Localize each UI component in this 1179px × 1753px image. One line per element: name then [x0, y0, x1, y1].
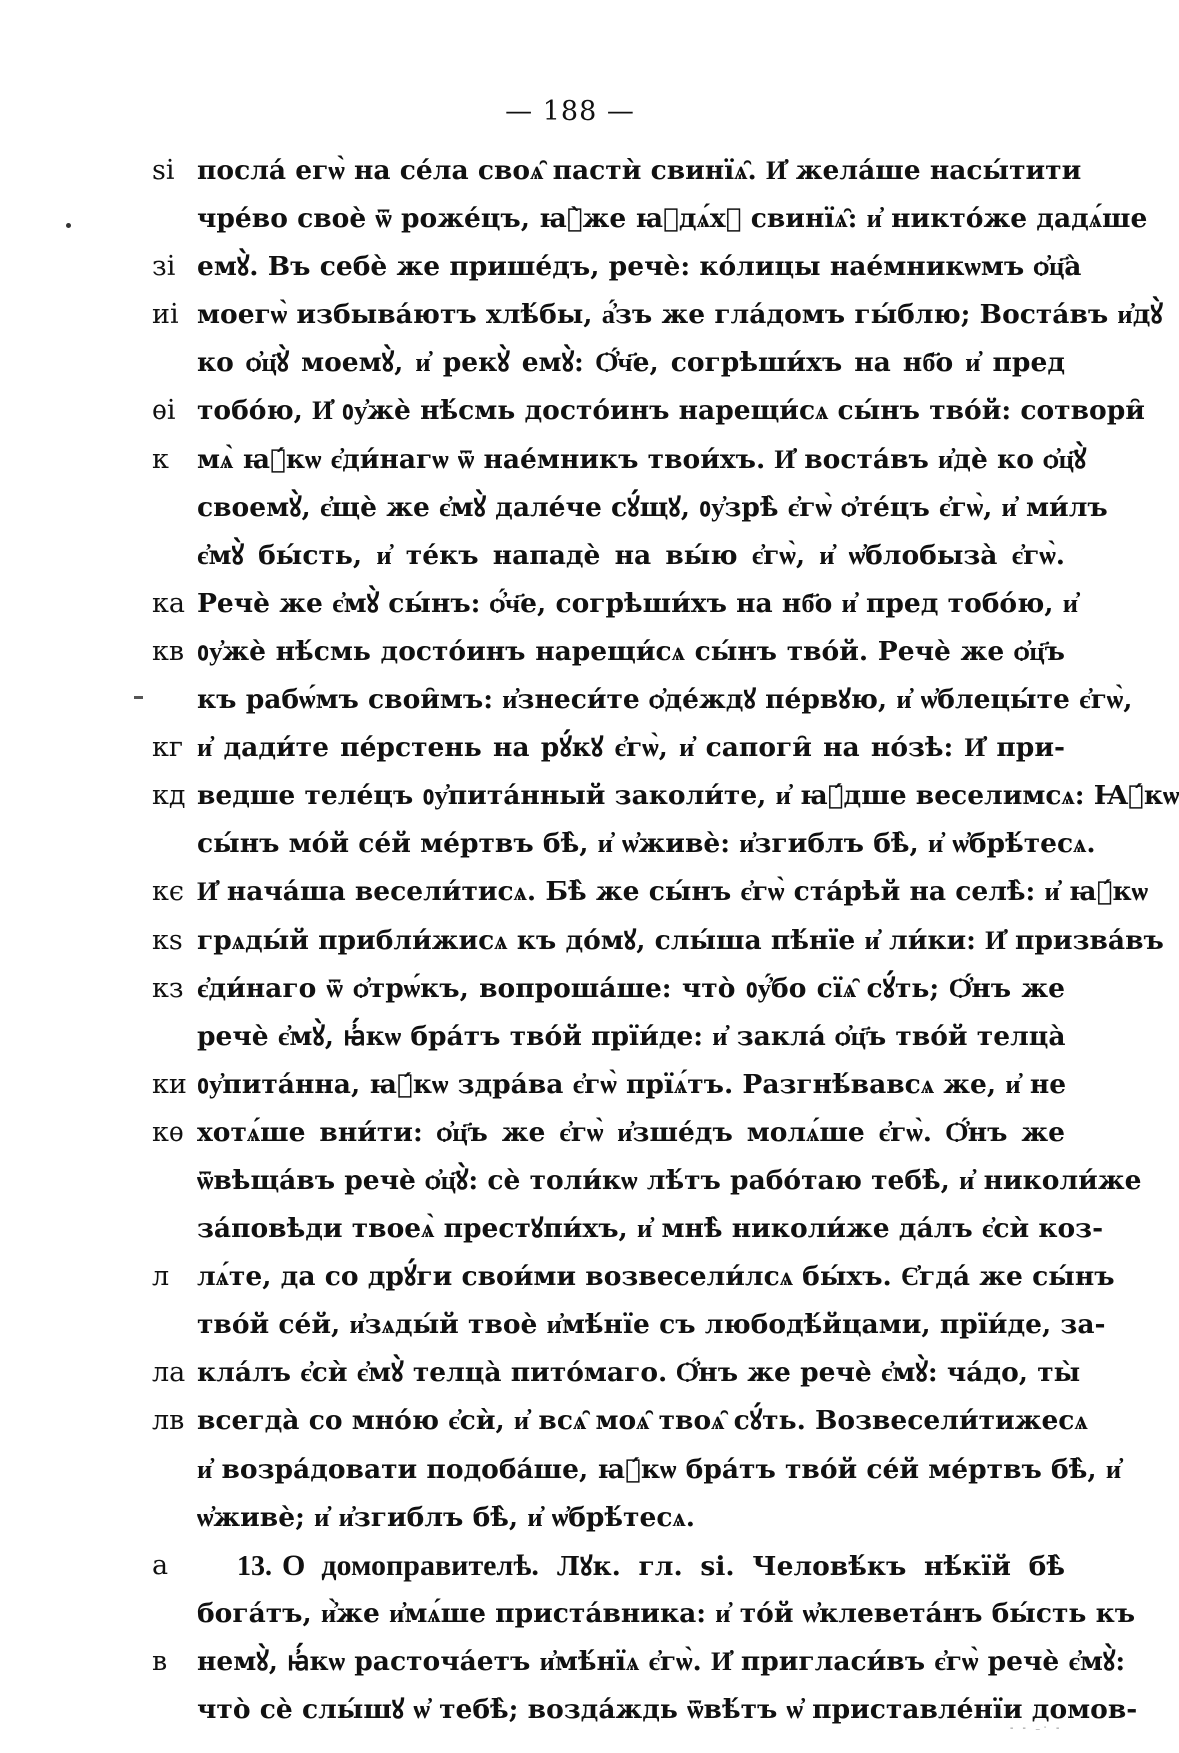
- text-line: [0, 440, 1140, 488]
- line-text: послá егѡ̀ на сéла своѧ̑ пастѝ свинїѧ̑. И҆ желáше насы́тити: [197, 155, 1082, 186]
- line-text: ᲂу҆жѐ нѣ́смь достóинъ нарещи́сѧ сы́нъ твóй. Речѐ же ѻ҆ц҃ъ: [197, 635, 1065, 667]
- verse-number: ѳі: [152, 395, 176, 427]
- line-text: [197, 1546, 1065, 1587]
- text-line: [0, 1161, 1140, 1209]
- text-line: [0, 536, 1140, 584]
- text-line: [0, 680, 1140, 728]
- text-line: [0, 1546, 1140, 1594]
- verse-number: ѕі: [152, 155, 175, 186]
- text-line: [0, 776, 1179, 824]
- text-line: [0, 1594, 1140, 1642]
- line-text: немꙋ̀, ꙗ҆́кѡ расточáетъ и҆мѣ́нїѧ є҆гѡ̀. И҆ пригласи́въ є҆гѡ̀ речѐ є҆мꙋ̀:: [197, 1645, 1126, 1677]
- line-text: мѧ̀ ꙗ҆́кѡ є҆ди́нагѡ ѿ наéмникъ твои́хъ. И҆ востáвъ и҆дѐ ко ѻ҆ц҃ꙋ̀: [197, 443, 1087, 475]
- verse-number: л: [152, 1261, 170, 1293]
- text-line: [0, 728, 1140, 776]
- text-line: [0, 199, 1148, 247]
- text-line: [0, 921, 1164, 969]
- verse-number: кв: [152, 635, 185, 667]
- text-line: [0, 584, 1140, 632]
- body-text: [0, 151, 1179, 1738]
- line-text: сы́нъ мóй сéй мéртвъ бѣ̀, и҆ ѡ҆живѐ: и҆згиблъ бѣ̀, и҆ ѡ҆брѣ́тесѧ.: [197, 828, 1096, 860]
- line-text: своемꙋ̀, є҆щѐ же є҆мꙋ̀ далéче сꙋ́щꙋ, ᲂу҆зрѣ̀ є҆гѡ̀ ѻ҆те́цъ є҆гѡ̀, и҆ ми́лъ: [197, 491, 1108, 523]
- page-mark: - - ₋ˑ -: [1010, 1723, 1063, 1734]
- text-line: [0, 1498, 1140, 1546]
- text-line: [0, 1257, 1140, 1305]
- line-text: речѐ є҆мꙋ̀, ꙗ҆́кѡ бра́тъ твóй прїи́де: и҆ заклá ѻ҆ц҃ъ твóй телца̀: [197, 1020, 1066, 1052]
- line-text: тобóю, И҆ ᲂу҆жѐ нѣ́смь достóинъ нарещи́сѧ сы́нъ твóй: сотвори̑: [197, 395, 1145, 427]
- verse-number: кд: [152, 780, 186, 812]
- verse-number: кє: [152, 876, 184, 908]
- line-text: что̀ сѐ слы́шꙋ ѡ҆ тебѣ̀; воздáждь ѿвѣ́тъ ѡ҆ приставлéнїи домов-: [197, 1694, 1138, 1725]
- text-line: [0, 1642, 1140, 1690]
- text-line: [0, 1209, 1140, 1257]
- line-text: и҆ возрáдовати подобáше, ꙗ҆́кѡ бра́тъ твóй сéй мéртвъ бѣ̀, и҆: [197, 1453, 1122, 1485]
- text-line: [0, 1017, 1140, 1065]
- verse-number: в: [152, 1645, 168, 1677]
- line-text: лѧ́те, да со дрꙋ́ги свои́ми возвесели́лсѧ бы́хъ. Є҆гдá же сы́нъ: [197, 1261, 1115, 1293]
- verse-number: ки: [152, 1068, 187, 1100]
- verse-number: а: [152, 1549, 169, 1581]
- text-line: [0, 1065, 1140, 1113]
- line-text: є҆мꙋ̀ бы́сть, и҆ тéкъ нападѐ на вы́ю є҆гѡ̀, и҆ ѡ҆блобыза̀ є҆гѡ̀.: [197, 539, 1065, 571]
- text-line: [0, 1690, 1140, 1738]
- text-line: [0, 632, 1140, 680]
- line-text: и҆ дади́те пéрстень на рꙋ́кꙋ є҆гѡ̀, и҆ сапоги̑ на нóзѣ: И҆ при-: [197, 732, 1065, 764]
- text-line: [0, 1401, 1140, 1449]
- line-text: къ рабѡ́мъ свои̑мъ: и҆знеси́те ѻ҆де́ждꙋ пéрвꙋю, и҆ ѡ҆блецы́те є҆гѡ̀,: [197, 684, 1133, 716]
- verse-number: ка: [152, 587, 185, 619]
- text-line: [0, 391, 1145, 439]
- line-text: ѿвѣщáвъ речѐ ѻ҆ц҃ꙋ̀: сѐ толи́кѡ лѣ́тъ рабóтаю тебѣ̀, и҆ николи́же: [197, 1164, 1142, 1196]
- line-text: Речѐ же є҆мꙋ̀ сы́нъ: ѻ҆́ч҃е, согрѣши́хъ на нб҃о и҆ пред тобóю, и҆: [197, 587, 1078, 619]
- text-line: [0, 151, 1140, 199]
- line-text: моегѡ̀ избывáютъ хлѣ́бы, а҆́зъ же глáдомъ гы́блю; Востáвъ и҆дꙋ̀: [197, 299, 1163, 331]
- line-text: ᲂу҆питáнна, ꙗ҆́кѡ здрáва є҆гѡ̀ прїѧ́тъ. Разгнѣ́вавсѧ же, и҆ не: [197, 1068, 1067, 1100]
- section-first-line: Человѣ́къ нѣ́кїй бѣ̀: [752, 1550, 1065, 1582]
- verse-number: кг: [152, 732, 184, 764]
- text-line: [0, 824, 1140, 872]
- text-line: [0, 872, 1149, 920]
- verse-number: зі: [152, 251, 176, 283]
- verse-number: кѕ: [152, 924, 183, 956]
- page-number: — 188 —: [505, 96, 635, 127]
- text-line: [0, 295, 1163, 343]
- text-line: [0, 247, 1140, 295]
- text-line: [0, 343, 1140, 391]
- line-text: ѡ҆живѐ; и҆ и҆згиблъ бѣ̀, и҆ ѡ҆брѣ́тесѧ.: [197, 1501, 695, 1533]
- line-text: богáтъ, и҆̀же и҆мѧ́ше пристáвника: и҆ тóй ѡ҆клеветáнъ бы́сть къ: [197, 1597, 1136, 1629]
- line-text: твóй сéй, и҆зѧды́й твоѐ и҆мѣ́нїе съ любодѣ́йцами, прїи́де, за-: [197, 1309, 1106, 1341]
- section-title: О домоправителѣ.: [282, 1548, 539, 1582]
- verse-number: лв: [152, 1405, 185, 1437]
- line-text: є҆ди́наго ѿ ѻ҆трѡ́къ, вопрошáше: что̀ ᲂу҆́бо сїѧ̑ сꙋ́ть; Ѻ҆́нъ же: [197, 972, 1065, 1004]
- line-text: И҆ начáша весели́тисѧ. Бѣ̀ же сы́нъ є҆гѡ̀ стáрѣй на селѣ̀: и҆ ꙗ҆́кѡ: [197, 876, 1149, 908]
- verse-number: ла: [152, 1357, 186, 1389]
- line-text: клáлъ є҆сѝ є҆мꙋ̀ телца̀ питóмаго. Ѻ҆́нъ же речѐ є҆мꙋ̀: чáдо, ты̀: [197, 1357, 1081, 1389]
- text-line: [0, 1353, 1140, 1401]
- section-number: 13.: [237, 1550, 272, 1582]
- verse-number: к: [152, 443, 169, 475]
- verse-number: кѳ: [152, 1116, 184, 1148]
- line-text: хотѧ́ше вни́ти: ѻ҆ц҃ъ же є҆гѡ̀ и҆зшéдъ молѧ́ше є҆гѡ̀. Ѻ҆́нъ же: [197, 1116, 1065, 1148]
- text-line: [0, 1305, 1140, 1353]
- line-text: емꙋ̀. Въ себѐ же пришéдъ, речѐ: кóлицы наéмникѡмъ ѻ҆ц҃а̀: [197, 251, 1082, 283]
- text-line: [0, 488, 1140, 536]
- line-text: чре́во своѐ ѿ рожéцъ, ꙗ҆̀же ꙗ҆дѧ́хꙋ свинїѧ̑: и҆ никтóже дадѧ́ше: [197, 203, 1148, 235]
- verse-number: иі: [152, 299, 179, 331]
- text-line: [0, 1450, 1140, 1498]
- line-text: ведше телéцъ ᲂу҆питáнный заколи́те, и҆ ꙗ҆́дше веселимсѧ: Ꙗ҆́кѡ: [197, 780, 1179, 812]
- line-text: всегда̀ со мнóю є҆сѝ, и҆ всѧ̑ моѧ̑ твоѧ̑ сꙋ́ть. Возвесели́тижесѧ: [197, 1405, 1088, 1437]
- line-text: ко ѻ҆ц҃ꙋ̀ моемꙋ̀, и҆ рекꙋ̀ емꙋ̀: Ѻ҆́ч҃е, согрѣши́хъ на нб҃о и҆ пред: [197, 347, 1065, 379]
- text-line: [0, 969, 1140, 1017]
- line-text: зáповѣди твоеѧ̀ престꙋпи́хъ, и҆ мнѣ̀ николи́же дáлъ є҆сѝ коз-: [197, 1213, 1104, 1245]
- text-line: [0, 1113, 1140, 1161]
- section-reference: Лꙋк. гл. ѕі.: [538, 1550, 753, 1582]
- line-text: грѧды́й прибли́жисѧ къ до́мꙋ, слы́ша пѣ́нїе и҆ ли́ки: И҆ призвáвъ: [197, 924, 1164, 956]
- verse-number: кз: [152, 972, 184, 1004]
